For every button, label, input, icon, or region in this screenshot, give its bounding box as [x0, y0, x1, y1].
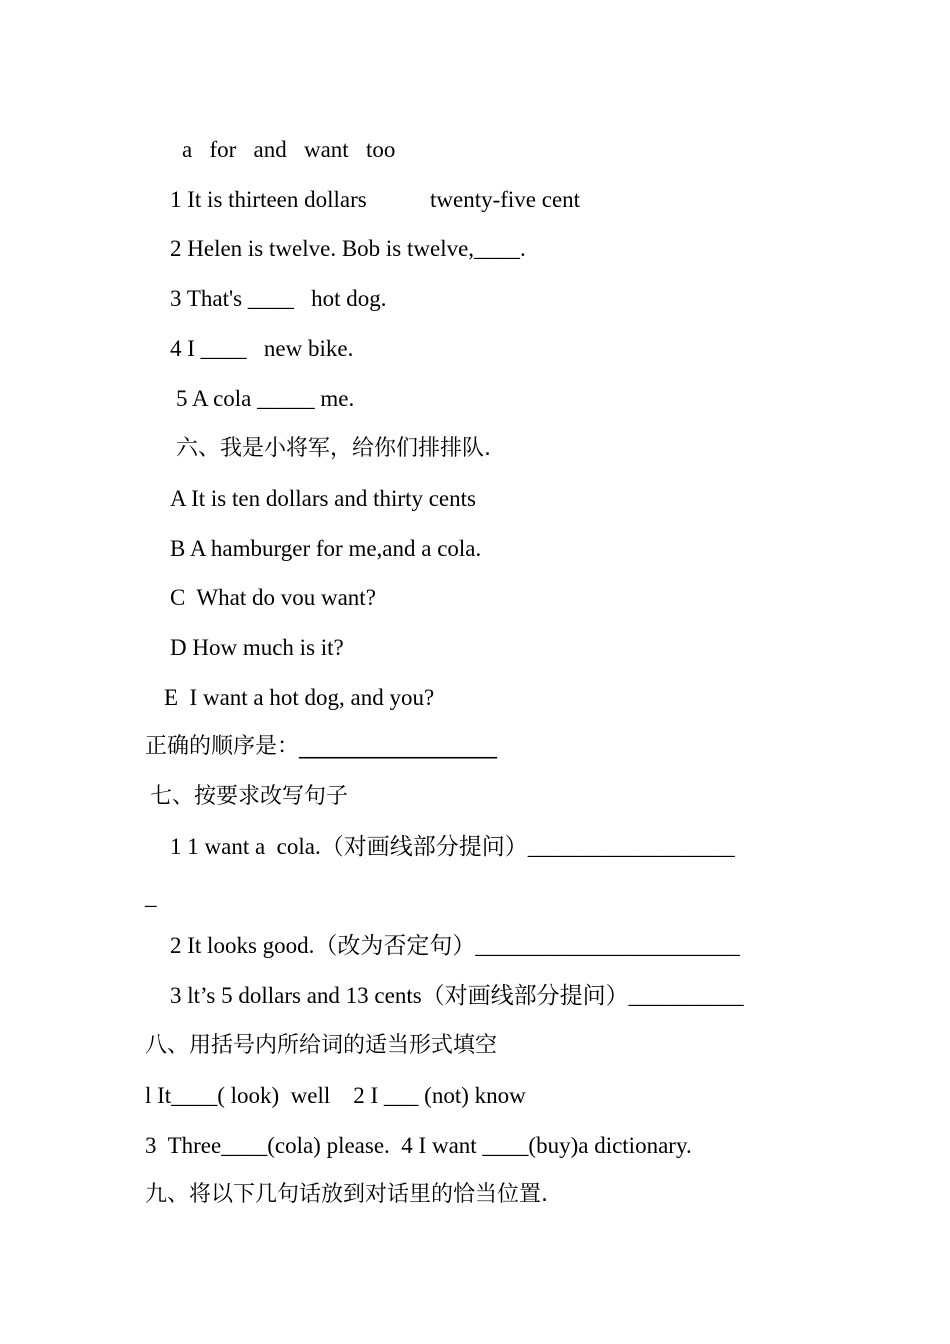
section-9-title: 九、将以下几句话放到对话里的恰当位置. [145, 1182, 548, 1207]
section-6-option-c: C What do vou want? [170, 585, 376, 610]
section-7-item-1-continuation: _ [145, 884, 157, 909]
word-bank: a for and want too [182, 137, 396, 162]
section-6-option-e: E I want a hot dog, and you? [164, 685, 435, 710]
section-6-option-a: A It is ten dollars and thirty cents [170, 486, 476, 511]
section-7-item-3: 3 lt’s 5 dollars and 13 cents（对画线部分提问）__________ [170, 983, 744, 1008]
fill-in-item-2: 2 Helen is twelve. Bob is twelve,____. [170, 236, 526, 261]
section-6-option-b: B A hamburger for me,and a cola. [170, 536, 482, 561]
section-7-title: 七、按要求改写句子 [150, 784, 349, 809]
section-7-item-1: 1 1 want a cola.（对画线部分提问）__________________ [170, 834, 735, 859]
section-8-title: 八、用括号内所给词的适当形式填空 [145, 1033, 498, 1058]
fill-in-item-4: 4 I ____ new bike. [170, 336, 354, 361]
section-6-title: 六、我是小将军，给你们排排队. [176, 436, 491, 461]
section-8-row-1: l It____( look) well 2 I ___ (not) know [145, 1083, 526, 1108]
fill-in-item-3: 3 That's ____ hot dog. [170, 286, 387, 311]
section-8-row-2: 3 Three____(cola) please. 4 I want ____(buy)a dictionary. [145, 1133, 692, 1158]
section-7-item-2: 2 It looks good.（改为否定句）_______________________ [170, 933, 740, 958]
section-6-answer-prompt: 正确的顺序是：__________________ [145, 734, 498, 759]
section-6-option-d: D How much is it? [170, 635, 344, 660]
fill-in-item-5: 5 A cola _____ me. [176, 386, 355, 411]
fill-in-item-1: 1 It is thirteen dollars twenty-five cent [170, 187, 581, 212]
